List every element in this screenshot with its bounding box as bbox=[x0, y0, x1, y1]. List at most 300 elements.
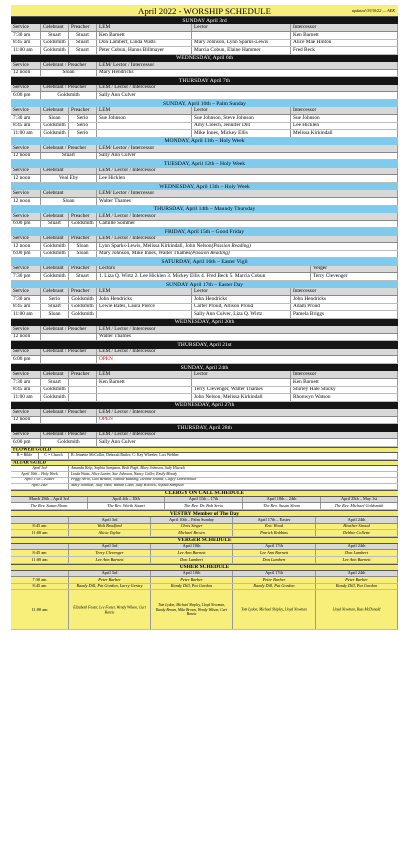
schedule-cell: Stuart bbox=[41, 32, 69, 39]
column-header-row bbox=[11, 168, 398, 176]
column-header: Service bbox=[11, 62, 41, 69]
column-header-row bbox=[11, 371, 398, 379]
day-heading-label: SUNDAY April 3rd bbox=[182, 17, 227, 24]
column-header: Preacher bbox=[69, 236, 97, 243]
day-heading-label: WEDNESDAY, April 27th bbox=[174, 402, 235, 409]
schedule-cell: Sloan bbox=[69, 243, 97, 250]
schedule-cell: 11:00 am bbox=[11, 394, 41, 401]
schedule-cell: Goldsmith bbox=[41, 243, 69, 250]
day-heading bbox=[11, 160, 398, 167]
schedule-cell: 6:00 pm bbox=[11, 92, 41, 99]
day-heading bbox=[11, 258, 398, 265]
column-header: Celebrant / Preacher bbox=[41, 432, 97, 439]
legend-bible: B = Bible bbox=[11, 453, 39, 458]
vestry-dates-row bbox=[11, 517, 398, 524]
column-header: Service bbox=[11, 409, 41, 416]
vestry-cell: Walt Bradford bbox=[69, 524, 151, 530]
schedule-cell: Serio bbox=[41, 296, 69, 303]
day-heading bbox=[11, 341, 398, 348]
schedule-cell: 11:00 am bbox=[11, 130, 41, 137]
schedule-cell: Carter Proud, Allison Proud bbox=[192, 304, 291, 311]
column-header: Service bbox=[11, 24, 41, 31]
day-heading-label: SATURDAY, April 16th – Easter Vigil bbox=[161, 259, 248, 266]
altar-guild-date: April 10th – Holy Week bbox=[11, 472, 69, 477]
cell-text-main: Lynn Sparks-Lewis, Melissa Kirkindall, John Nelson bbox=[99, 243, 212, 249]
schedule-cell: Goldsmith bbox=[41, 439, 97, 446]
schedule-cell: 11:00 am bbox=[11, 311, 41, 318]
schedule-cell: Mary Johnson, Lynn Sparks-Lewis bbox=[192, 40, 291, 47]
schedule-row bbox=[11, 115, 398, 123]
column-header: Preacher bbox=[69, 371, 97, 378]
vestry-cell: Eric Wood bbox=[233, 524, 316, 530]
schedule-cell: 12 noon bbox=[11, 417, 41, 424]
verger-date: April 3rd bbox=[69, 544, 151, 550]
schedule-cell: Stuart bbox=[41, 304, 69, 311]
column-header: Service bbox=[11, 371, 41, 378]
column-header: Celebrant bbox=[41, 190, 97, 197]
schedule-row bbox=[11, 175, 398, 183]
schedule-cell: 8:45 am bbox=[11, 304, 41, 311]
schedule-cell: Goldsmith bbox=[41, 273, 69, 280]
column-header: Lectors bbox=[97, 266, 311, 273]
schedule-cell: 6:00 pm bbox=[11, 439, 41, 446]
schedule-row bbox=[11, 417, 398, 425]
day-heading bbox=[11, 55, 398, 62]
schedule-cell: 6:00 pm bbox=[11, 356, 41, 363]
schedule-cell: Goldsmith bbox=[69, 221, 97, 228]
schedule-cell bbox=[41, 334, 97, 341]
verger-row bbox=[11, 557, 398, 564]
verger-dates-row bbox=[11, 544, 398, 551]
schedule-cell: Stuart bbox=[69, 40, 97, 47]
vestry-cell: Chris Singer bbox=[151, 524, 233, 530]
column-header-row bbox=[11, 349, 398, 357]
schedule-row bbox=[11, 311, 398, 319]
vestry-heading bbox=[11, 510, 398, 517]
page-title: April 2022 - WORSHIP SCHEDULE bbox=[138, 6, 271, 16]
day-heading bbox=[11, 183, 398, 190]
clergy-name: The Rev. Susan Sloan bbox=[11, 503, 88, 509]
day-heading bbox=[11, 424, 398, 431]
schedule-cell: Sloan bbox=[41, 311, 69, 318]
column-header: LEM bbox=[97, 371, 192, 378]
column-header: Service bbox=[11, 432, 41, 439]
schedule-cell: Goldsmith bbox=[41, 40, 69, 47]
column-header: Service bbox=[11, 107, 41, 114]
clergy-name: The Rev. Michael Goldsmith bbox=[321, 503, 398, 509]
schedule-cell: Mary Hendricks bbox=[97, 70, 398, 77]
schedule-row bbox=[11, 251, 398, 259]
vestry-label: VESTRY Member of The Day bbox=[169, 510, 240, 517]
schedule-cell: Sue Johnson bbox=[291, 115, 398, 122]
usher-date: April 17th bbox=[233, 571, 316, 577]
schedule-cell: Fred Beck bbox=[291, 47, 398, 54]
schedule-cell: Serio bbox=[69, 115, 97, 122]
usher-cell: Peter Barber bbox=[233, 577, 316, 583]
vestry-cell: Debbie Collette bbox=[316, 530, 398, 536]
verger-date: April 17th bbox=[233, 544, 316, 550]
schedule-row bbox=[11, 221, 398, 229]
schedule-row bbox=[11, 153, 398, 161]
schedule-cell bbox=[97, 130, 192, 137]
vestry-cell: Patrick Robbins bbox=[233, 530, 316, 536]
verger-date: April 24th bbox=[316, 544, 398, 550]
day-heading-label: WEDNESDAY, April 13th – Holy Week bbox=[159, 183, 250, 190]
column-header: Service bbox=[11, 266, 41, 273]
schedule-cell: John Nelson, Melissa Kirkindall bbox=[192, 394, 291, 401]
clergy-week: April 4th – 10th bbox=[88, 497, 165, 503]
schedule-cell: Sloan bbox=[41, 70, 97, 77]
day-heading-label: THURSDAY, April 21st bbox=[177, 342, 232, 349]
schedule-cell: Stuart bbox=[69, 32, 97, 39]
column-header: Celebrant bbox=[41, 107, 69, 114]
usher-cell: 7:30 am bbox=[11, 577, 69, 583]
column-header-row bbox=[11, 62, 398, 70]
column-header: Service bbox=[11, 168, 41, 175]
day-heading bbox=[11, 77, 398, 84]
schedule-cell: OPEN bbox=[97, 417, 398, 424]
schedule-cell: Sue Johnson bbox=[97, 115, 192, 122]
column-header: Service bbox=[11, 190, 41, 197]
usher-date: April 3rd bbox=[69, 571, 151, 577]
column-header: Preacher bbox=[69, 266, 97, 273]
schedule-cell: Goldsmith bbox=[69, 304, 97, 311]
schedule-cell: Goldsmith bbox=[41, 251, 69, 258]
schedule-cell: Lewie Bates, Laura Pierce bbox=[97, 304, 192, 311]
clergy-on-call-heading bbox=[11, 490, 398, 497]
vestry-cell: 11:00 am bbox=[11, 530, 69, 536]
day-heading-label: SUNDAY April 17th – Easter Day bbox=[165, 281, 244, 288]
schedule-cell: Goldsmith bbox=[41, 387, 69, 394]
usher-cell: 11:00 am bbox=[11, 590, 69, 629]
schedule-cell bbox=[192, 32, 291, 39]
clergy-week: April 18th – 24th bbox=[243, 497, 321, 503]
column-header-row bbox=[11, 236, 398, 244]
day-heading-label: THURSDAY, April 28th bbox=[177, 425, 232, 432]
vestry-cell: Michael Brown bbox=[151, 530, 233, 536]
usher-cell: Randy Dill, Pat Gordon bbox=[316, 584, 398, 590]
schedule-cell bbox=[97, 243, 398, 250]
day-heading bbox=[11, 281, 398, 288]
column-header: Celebrant bbox=[41, 266, 69, 273]
schedule-cell: Goldsmith bbox=[41, 123, 69, 130]
schedule-cell: 12 noon bbox=[11, 70, 41, 77]
vestry-row bbox=[11, 530, 398, 537]
schedule-cell: 12 noon bbox=[11, 198, 41, 205]
schedule-cell: Rhonwyn Watson bbox=[291, 394, 398, 401]
day-heading bbox=[11, 17, 398, 24]
usher-cell: Peter Barber bbox=[69, 577, 151, 583]
altar-guild-names: Linda Watts, Alice Lanier, Sue Johnson, Nancy Coller, Emily Moody bbox=[69, 472, 398, 477]
column-header: Service bbox=[11, 145, 41, 152]
usher-names: Elizabeth Foster, Lee Foster, Wendy Wilson, Curt Benzie bbox=[73, 605, 146, 614]
vestry-date: April 24th bbox=[316, 517, 398, 523]
flower-guild-assignments: B: Jeanette McCollor, Deborah Butler; C: Kay Wheeler, Lori Webber bbox=[69, 453, 398, 458]
schedule-cell: Sally Ann Culver bbox=[97, 92, 398, 99]
column-header: Celebrant / Preacher bbox=[41, 85, 97, 92]
day-heading-label: THURSDAY, April 14th – Maundy Thursday bbox=[153, 206, 256, 213]
schedule-cell: Mike Innes, Mickey Ellis bbox=[192, 130, 291, 137]
schedule-cell: Stuart bbox=[41, 153, 97, 160]
clergy-week: April 11th – 17th bbox=[165, 497, 243, 503]
day-heading-label: THURSDAY April 7th bbox=[178, 78, 231, 85]
column-header: Preacher bbox=[69, 24, 97, 31]
usher-cell: Randy Dill, Pat Gordon, Larry Gentry bbox=[69, 584, 151, 590]
column-header: Service bbox=[11, 85, 41, 92]
schedule-cell: Goldsmith bbox=[41, 92, 97, 99]
column-header: Lector bbox=[192, 107, 291, 114]
column-header: Intercessor bbox=[291, 371, 398, 378]
usher-row bbox=[11, 590, 398, 630]
column-header: Celebrant bbox=[41, 24, 69, 31]
clergy-name: The Rev. Susan Sloan bbox=[243, 503, 321, 509]
altar-guild-names: Amanda Kelp, Sophia Sampson, Beth Pugh, Mary Johnson, Judy Hitcock bbox=[69, 466, 398, 471]
schedule-row bbox=[11, 394, 398, 402]
verger-date: April 10th bbox=[151, 544, 233, 550]
column-header-row bbox=[11, 409, 398, 417]
schedule-cell: 12 noon bbox=[11, 175, 41, 182]
column-header-row bbox=[11, 288, 398, 296]
column-header: LEM/ Lector / Intercessor bbox=[97, 145, 398, 152]
schedule-cell: 12 noon bbox=[11, 153, 41, 160]
column-header: Service bbox=[11, 213, 41, 220]
column-header: Celebrant bbox=[41, 168, 97, 175]
day-heading bbox=[11, 364, 398, 371]
usher-row bbox=[11, 577, 398, 584]
verger-cell: Don Lambert bbox=[233, 557, 316, 563]
schedule-cell: Goldsmith bbox=[69, 311, 97, 318]
column-header-row bbox=[11, 24, 398, 32]
altar-guild-date: April 24th bbox=[11, 484, 69, 489]
day-heading bbox=[11, 138, 398, 145]
clergy-on-call-label: CLERGY ON CALL SCHEDULE bbox=[164, 490, 245, 497]
schedule-row bbox=[11, 296, 398, 304]
schedule-cell: 7:30 pm bbox=[11, 273, 41, 280]
column-header-row bbox=[11, 107, 398, 115]
schedule-cell: Goldsmith bbox=[41, 394, 69, 401]
schedule-row bbox=[11, 304, 398, 312]
column-header: Preacher bbox=[69, 213, 97, 220]
column-header: Preacher bbox=[69, 288, 97, 295]
schedule-cell: Sally Ann Culver bbox=[97, 439, 398, 446]
day-heading-label: WEDNESDAY, April 6th bbox=[175, 55, 234, 62]
schedule-cell: Sue Johnson, Steve Johnson bbox=[192, 115, 291, 122]
column-header: Celebrant bbox=[41, 371, 69, 378]
column-header: LEM / Lector / Intercessor bbox=[97, 409, 398, 416]
altar-guild-names: Mary Johnson, Judy Vann, Wanda Cobb, Judy Hitcock, Sophia Sampson bbox=[69, 484, 398, 489]
schedule-cell: 8:45 am bbox=[11, 123, 41, 130]
column-header: Celebrant / Preacher bbox=[41, 145, 97, 152]
schedule-cell: Terry Clevenger bbox=[311, 273, 398, 280]
day-heading bbox=[11, 228, 398, 235]
usher-cell: Randy Dill, Pat Gordon bbox=[151, 584, 233, 590]
altar-guild-date: April 3rd bbox=[11, 466, 69, 471]
schedule-cell: Pamela Briggs bbox=[291, 311, 398, 318]
schedule-cell: Ken Barnett bbox=[97, 379, 192, 386]
schedule-cell: 12 noon bbox=[11, 243, 41, 250]
day-heading-label: WEDNESDAY, April 20th bbox=[174, 319, 235, 326]
column-header-row bbox=[11, 266, 398, 274]
schedule-cell: 12 noon bbox=[11, 334, 41, 341]
schedule-cell: Walter Thames bbox=[97, 198, 398, 205]
schedule-row bbox=[11, 32, 398, 40]
schedule-cell: Camille Sommer bbox=[97, 221, 398, 228]
schedule-row bbox=[11, 40, 398, 48]
altar-guild-label: ALTAR GUILD bbox=[13, 460, 46, 466]
schedule-cell: Sally Ann Culver bbox=[97, 153, 398, 160]
usher-names: Lloyd Newman, Russ McDonald bbox=[332, 607, 381, 612]
vestry-cell: Heather Stroud bbox=[316, 524, 398, 530]
schedule-row bbox=[11, 273, 398, 281]
corner-cell bbox=[11, 544, 69, 550]
vestry-date: April 3rd bbox=[69, 517, 151, 523]
clergy-name: The Rev. Worth Stuart bbox=[88, 503, 165, 509]
usher-cell: Randy Dill, Pat Gordon bbox=[233, 584, 316, 590]
schedule-cell bbox=[97, 311, 192, 318]
column-header-row bbox=[11, 213, 398, 221]
day-heading-label: TUESDAY, April 12th – Holy Week bbox=[163, 161, 246, 168]
column-header: LEM/ Lector / Intercessor bbox=[97, 190, 398, 197]
schedule-row bbox=[11, 356, 398, 364]
schedule-cell: Melissa Kirkindall bbox=[291, 130, 398, 137]
schedule-cell: Don Lambert, Linda Watts bbox=[97, 40, 192, 47]
verger-cell: 11:00 am bbox=[11, 557, 69, 563]
verger-cell: Terry Clevenger bbox=[69, 550, 151, 556]
usher-cell: Peter Barber bbox=[316, 577, 398, 583]
column-header: LEM / Lector / Intercessor bbox=[97, 236, 398, 243]
vestry-row bbox=[11, 524, 398, 531]
schedule-cell: Walter Thames bbox=[97, 334, 398, 341]
schedule-cell bbox=[97, 123, 192, 130]
day-heading bbox=[11, 402, 398, 409]
column-header-row bbox=[11, 145, 398, 153]
schedule-cell: Ken Barnett bbox=[291, 379, 398, 386]
schedule-cell: Terry Clevenger, Walter Thames bbox=[192, 387, 291, 394]
updated-note: updated 03/30/22 — AEK bbox=[351, 8, 395, 13]
column-header: Celebrant / Preacher bbox=[41, 409, 97, 416]
schedule-cell: Veal Eby bbox=[41, 175, 97, 182]
column-header: Celebrant bbox=[41, 288, 69, 295]
verger-cell: Lee Ann Barnett bbox=[316, 557, 398, 563]
schedule-cell bbox=[69, 394, 97, 401]
column-header: Celebrant / Preacher bbox=[41, 326, 97, 333]
verger-cell: 8:45 am bbox=[11, 550, 69, 556]
column-header: LEM / Lector / Intercessor bbox=[97, 326, 398, 333]
schedule-cell: Marcia Cobun, Elaine Hammer bbox=[192, 47, 291, 54]
worship-schedule-sheet bbox=[11, 5, 398, 845]
schedule-cell: Sloan bbox=[41, 198, 97, 205]
schedule-cell: Sloan bbox=[41, 115, 69, 122]
column-header-row bbox=[11, 85, 398, 93]
title-bar bbox=[11, 5, 398, 17]
schedule-cell: 6:00 pm bbox=[11, 221, 41, 228]
schedule-row bbox=[11, 70, 398, 78]
column-header: Service bbox=[11, 288, 41, 295]
schedule-cell: 6:00 pm bbox=[11, 251, 41, 258]
column-header-row bbox=[11, 326, 398, 334]
column-header: Celebrant / Preacher bbox=[41, 349, 97, 356]
schedule-cell bbox=[69, 379, 97, 386]
clergy-names-row bbox=[11, 503, 398, 510]
column-header: Preacher bbox=[69, 107, 97, 114]
corner-cell bbox=[11, 571, 69, 577]
vestry-date: April 10th – Palm Sunday bbox=[151, 517, 233, 523]
schedule-cell: Sally Ann Culver, Liza Q. Wirtz bbox=[192, 311, 291, 318]
column-header: LEM / Lector / Intercessor bbox=[97, 85, 398, 92]
usher-cell: Peter Barber bbox=[151, 577, 233, 583]
schedule-cell bbox=[192, 379, 291, 386]
usher-dates-row bbox=[11, 571, 398, 578]
verger-cell: Don Lambert bbox=[151, 557, 233, 563]
schedule-cell: 7:30 am bbox=[11, 115, 41, 122]
column-header: Celebrant / Preacher bbox=[41, 62, 97, 69]
verger-row bbox=[11, 550, 398, 557]
schedule-cell: Ken Barnett bbox=[291, 32, 398, 39]
schedule-row bbox=[11, 130, 398, 138]
column-header: LEM bbox=[97, 107, 192, 114]
usher-label: USHER SCHEDULE bbox=[179, 564, 230, 571]
schedule-cell: Stuart bbox=[41, 221, 69, 228]
usher-cell bbox=[69, 590, 151, 629]
schedule-cell bbox=[69, 387, 97, 394]
schedule-cell: 11:00 am bbox=[11, 47, 41, 54]
schedule-row bbox=[11, 379, 398, 387]
schedule-cell bbox=[97, 394, 192, 401]
schedule-cell: 1. Liza Q. Wirtz 2. Lee Hicklen 3. Mickey Ellis 4. Fred Beck 5. Marcia Cobun bbox=[97, 273, 311, 280]
column-header: Lector bbox=[192, 288, 291, 295]
usher-cell bbox=[151, 590, 233, 629]
passion-reading-note: (Passion Reading) bbox=[211, 243, 251, 249]
column-header: LEM / Lector / Intercessor bbox=[97, 432, 398, 439]
clergy-week: March 28th – April 3rd bbox=[11, 497, 88, 503]
usher-row bbox=[11, 584, 398, 591]
column-header: Celebrant bbox=[41, 213, 69, 220]
usher-cell: 8:45 am bbox=[11, 584, 69, 590]
column-header: LEM / Lector / Intercessor bbox=[97, 168, 398, 175]
verger-cell: Lee Ann Barnett bbox=[69, 557, 151, 563]
schedule-cell: Goldsmith bbox=[41, 130, 69, 137]
schedule-cell: Stuart bbox=[69, 47, 97, 54]
schedule-row bbox=[11, 439, 398, 447]
column-header: Intercessor bbox=[291, 288, 398, 295]
column-header: LEM bbox=[97, 24, 192, 31]
schedule-cell: Serio bbox=[69, 130, 97, 137]
usher-cell bbox=[316, 590, 398, 629]
column-header-row bbox=[11, 432, 398, 440]
usher-names: Tom Lydon, Michael Shipley, Lloyd Newman bbox=[241, 607, 307, 612]
verger-label: VERGER SCHEDULE bbox=[177, 537, 232, 544]
schedule-cell: Peter Cobun, Hanns Billmayer bbox=[97, 47, 192, 54]
flower-guild-label: FLOWER GUILD bbox=[13, 447, 52, 453]
day-heading-label: SUNDAY, April 24th bbox=[180, 364, 229, 371]
schedule-row bbox=[11, 198, 398, 206]
schedule-cell: Sloan bbox=[69, 251, 97, 258]
column-header: LEM bbox=[97, 288, 192, 295]
clergy-dates-row bbox=[11, 497, 398, 504]
day-heading bbox=[11, 206, 398, 213]
column-header: Service bbox=[11, 349, 41, 356]
schedule-cell: John Hendricks bbox=[192, 296, 291, 303]
schedule-cell: Stuart bbox=[41, 379, 69, 386]
verger-cell: Lee Ann Barnett bbox=[151, 550, 233, 556]
schedule-row bbox=[11, 334, 398, 342]
vestry-date: April 17th – Easter bbox=[233, 517, 316, 523]
schedule-cell: 7:30 am bbox=[11, 296, 41, 303]
schedule-cell: Lee Hicklen bbox=[291, 123, 398, 130]
schedule-cell: Goldsmith bbox=[69, 296, 97, 303]
cell-text-main: Mary Johnson, Mike Innes, Walter Thames bbox=[99, 250, 191, 257]
schedule-cell bbox=[41, 356, 97, 363]
